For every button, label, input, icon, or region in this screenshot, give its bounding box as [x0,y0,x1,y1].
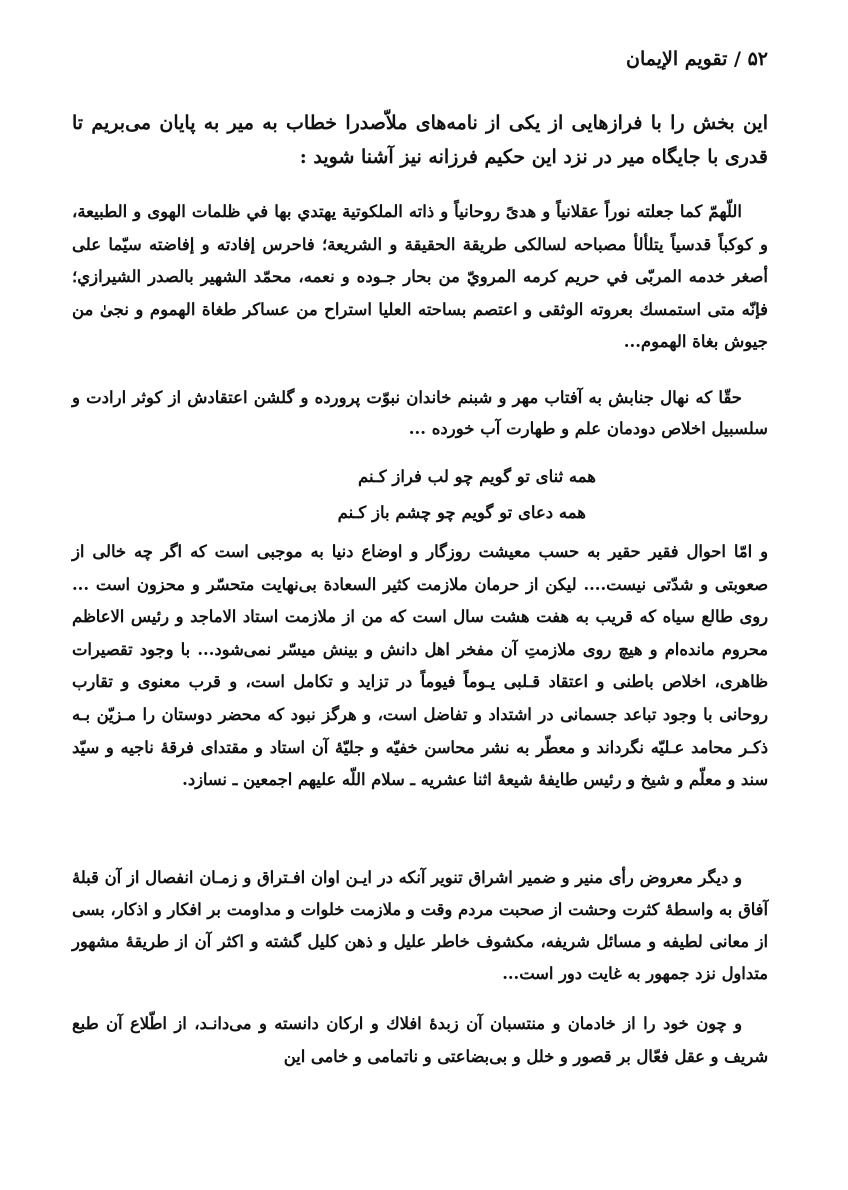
letter-paragraph-1: و امّا احوال فقير حقير به حسب معيشت روزگار و اوضاع دنيا به موجبى است كه اگر چه خالى از صعوبتى و شدّتى نيست.... ليكن از حرمان ملازمت كثير السعادة بى‌نهايت متحسّر و محزون است ... روى طالع سياه كه قريب به هفت هشت سال است كه من از ملازمت استاد الاماجد و رئيس الاعاظم محروم مانده‌ام و هيچ روى ملازمتِ آن مفخر اهل دانش و بينش ميسّر نمى‌شود... با وجود تقصيرات ظاهرى، اخلاص باطنى و اعتقاد قـلبى يـوماً فيوماً در تزايد و تكامل است، و قرب معنوى و تقارب روحانى با وجود تباعد جسمانى در اشتداد و تفاضل است، و هرگز نبود كه محضر دوستان را مـزيّن بـه ذكـر محامد عـليّه نگرداند و معطّر به نشر محاسن خفيّه و جليّهٔ آن استاد و مقتداى فرقهٔ ناجيه و سيّد سند و معلّم و شيخ و رئيس طايفهٔ شيعهٔ اثنا عشريه ـ سلام اللّه عليهم اجمعين ـ نسازد. [72,542,768,790]
letter-paragraph-2: و ديگر معروض رأى منير و ضمير اشراق تنوير آنكه در ايـن اوان افـتراق و زمـان انفصال از آن قبلهٔ آفاق به واسطهٔ كثرت وحشت از صحبت مردم وقت و ملازمت خلوات و مداومت بر افكار و اذكار، بسى از معانى لطيفه و مسائل شريفه، مكشوف خاطر عليل و ذهن كليل گشته و اكثر آن از طريقهٔ مشهور متداول نزد جمهور به غايت دور است... [72,868,768,983]
page-number: ۵۲ [747,48,768,70]
header-separator: / [727,48,748,70]
verse-line-2: همه دعاى تو گويم چو چشم باز كـنم [337,503,586,522]
letter-paragraph-3: و چون خود را از خادمان و منتسبان آن زبدهٔ افلاك و اركان دانسته و مى‌دانـد، از اطّلاع آن طبع شريف و عقل فعّال بر قصور و خلل و بى‌بضاعتى و ناتمامى و خامى اين [72,1014,768,1066]
book-title: تقويم الإيمان [626,48,728,70]
intro-paragraph: اين بخش را با فرازهايى از يكى از نامه‌هاى ملاّصدرا خطاب به مير به پايان مى‌بريم تا قدرى با جايگاه مير در نزد اين حكيم فرزانه نيز آشنا شويد : [72,112,768,168]
arabic-quote: اللّهمّ كما جعلته نوراً عقلانياً و هدىً روحانياً و ذاته الملكوتية يهتدي بها في ظلمات الهوى و الطبيعة، و كوكباً قدسياً يتلألأ مصباحه لسالكى طريقة الحقيقة و الشريعة؛ فاحرس إفادته و إفاضته سيّما على أصغر خدمه المربّى في حريم كرمه المرويّ من بحار جـوده و نعمه، محمّد الشهير بالصدر الشيرازي؛ فإنّه متى استمسك بعروته الوثقى و اعتصم بساحته العليا استراح من عساكر طغاة الهموم و نجىٰ من جيوش بغاة الهموم... [72,202,768,351]
running-header [626,44,768,74]
persian-praise: حقّا كه نهال جنابش به آفتاب مهر و شبنم خاندان نبوّت پرورده و گلشن اعتقادش از كوثر ارادت و سلسبيل اخلاص دودمان علم و طهارت آب خورده ... [72,388,768,438]
verse-line-1: همه ثناى تو گويم چو لب فراز كـنم [357,467,596,486]
